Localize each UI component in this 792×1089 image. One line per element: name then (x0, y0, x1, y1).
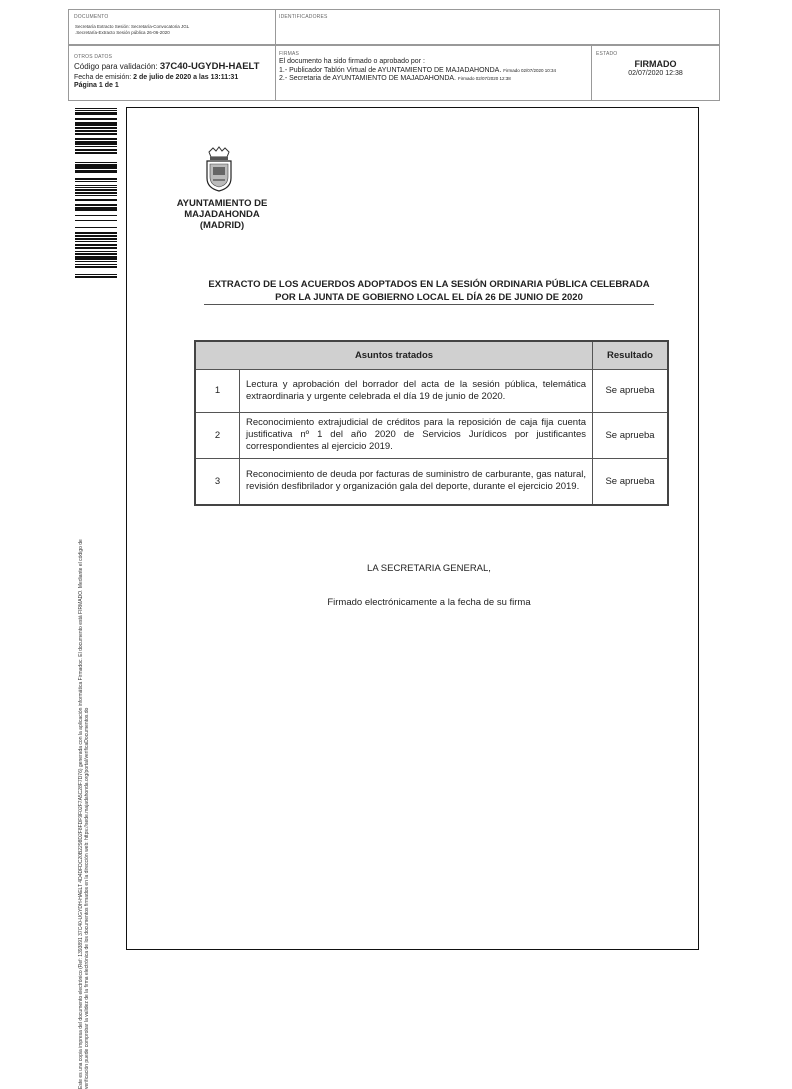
codigo-validacion (74, 63, 259, 71)
col-asuntos-header: Asuntos tratados (195, 341, 593, 369)
codigo-value: 37C40-UGYDH-HAELT (159, 61, 260, 72)
row-number: 1 (195, 369, 240, 412)
barcode-bar (75, 152, 117, 153)
barcode-bar (75, 149, 117, 151)
pagina: Página 1 de 1 (74, 82, 119, 89)
barcode-bar (75, 112, 117, 113)
estado-value: FIRMADO (634, 59, 677, 69)
org-name (162, 198, 282, 231)
document-title (196, 278, 662, 304)
table-row (195, 458, 668, 505)
barcode-bar (75, 185, 117, 186)
barcode-bar (75, 167, 117, 168)
coat-of-arms-icon (203, 146, 235, 192)
firma-1-text: 1.- Publicador Tablón Virtual de AYUNTAMIENTO DE MAJADAHONDA. (279, 67, 502, 74)
row-number: 3 (195, 458, 240, 505)
signature-note: Firmado electrónicamente a la fecha de su firma (327, 597, 531, 608)
table-row (195, 369, 668, 412)
barcode-bar (75, 162, 117, 163)
col-resultado-header: Resultado (593, 341, 669, 369)
firma-2-date: Firmado 02/07/2020 12:38 (457, 76, 511, 81)
side-text-line-2: verificación puede comprobar la validez de la firma electrónica de los documentos firmados en la dirección web: https://sede.majadahonda.org/portal/verificaDocumentos.do (84, 707, 90, 1089)
barcode-bar (75, 123, 117, 124)
barcode-bar (75, 118, 117, 120)
barcode-bar (75, 108, 117, 109)
barcode-bar (75, 124, 117, 126)
title-line-1: EXTRACTO DE LOS ACUERDOS ADOPTADOS EN LA SESIÓN ORDINARIA PÚBLICA CELEBRADA (208, 279, 650, 290)
estado-label: ESTADO (596, 51, 618, 57)
estado-fecha: 02/07/2020 12:38 (628, 70, 683, 77)
org-line-2: MAJADAHONDA (184, 209, 260, 220)
barcode-bar (75, 146, 117, 147)
signature-role: LA SECRETARIA GENERAL, (367, 563, 491, 574)
documento-line-2: .Secretaría-Extracto Sesión pública 26-06-2020 (75, 30, 170, 35)
barcode-bar (75, 130, 117, 132)
fecha-prefix: Fecha de emisión: (74, 74, 132, 81)
barcode-bar (75, 138, 117, 140)
barcode-bar (75, 187, 117, 188)
row-resultado: Se aprueba (593, 412, 669, 458)
side-text-line-1: Este es una copia impresa del documento electrónico (Ref: 1393891 37C40-UGYDH-HAELT 4D4DFDC20B2298D2F8FDF9F02F7A5C28F7D76) generada con la aplicación informática Firmadoc. El documento está FIRMADO. Mediante el código de (78, 539, 84, 1089)
document-frame (126, 107, 699, 950)
org-line-1: AYUNTAMIENTO DE (176, 198, 268, 209)
barcode-bar (75, 164, 117, 165)
org-line-3: (MADRID) (199, 220, 245, 231)
row-asunto: Reconocimiento extrajudicial de créditos para la reposición de caja fija cuenta justificativa nº 1 del año 2020 de Servicios Jurídicos por justificantes correspondientes al ejercicio 2019. (240, 412, 593, 458)
barcode-bar (75, 141, 117, 143)
title-underline (204, 304, 654, 305)
documento-label: DOCUMENTO (74, 14, 109, 20)
firma-1-date: Firmado 02/07/2020 10:34 (503, 68, 557, 73)
row-number: 2 (195, 412, 240, 458)
asuntos-table (194, 340, 669, 506)
firma-2-text: 2.- Secretaria de AYUNTAMIENTO DE MAJADAHONDA. (279, 75, 456, 82)
row-resultado: Se aprueba (593, 458, 669, 505)
barcode-bar (75, 165, 117, 167)
header-estado-box (591, 45, 720, 101)
codigo-prefix: Código para validación: (74, 62, 158, 71)
title-line-2: POR LA JUNTA DE GOBIERNO LOCAL EL DÍA 26 DE JUNIO DE 2020 (275, 292, 583, 303)
identificadores-label: IDENTIFICADORES (279, 14, 328, 20)
barcode-bar (75, 170, 117, 171)
barcode-bar (75, 171, 117, 173)
firma-2 (279, 75, 511, 83)
barcode-bar (75, 153, 117, 154)
barcode-bar (75, 143, 117, 145)
firmas-label: FIRMAS (279, 51, 300, 57)
otros-datos-label: OTROS DATOS (74, 54, 113, 60)
barcode-bar (75, 113, 117, 115)
table-header-row (195, 341, 668, 369)
row-asunto: Lectura y aprobación del borrador del acta de la sesión pública, telemática extraordinaria y urgente celebrada el día 19 de junio de 2020. (240, 369, 593, 412)
row-asunto: Reconocimiento de deuda por facturas de suministro de carburante, gas natural, revisión desfibrilador y organización gala del deporte, durante el ejercicio 2019. (240, 458, 593, 505)
row-resultado: Se aprueba (593, 369, 669, 412)
header-otros-datos-box (68, 45, 276, 101)
barcode-bar (75, 110, 117, 111)
header-documento-box (68, 9, 276, 45)
barcode-bar (75, 178, 117, 180)
barcode-bar (75, 168, 117, 169)
barcode-bar (75, 127, 117, 129)
barcode-bar (75, 133, 117, 135)
table-row (195, 412, 668, 458)
fecha-emision (74, 74, 238, 82)
barcode-bar (75, 122, 117, 123)
firma-1 (279, 67, 556, 75)
firmas-intro: El documento ha sido firmado o aprobado por : (279, 58, 425, 65)
side-verification-text (78, 189, 90, 1089)
barcode-bar (75, 181, 117, 182)
header-firmas-box (275, 45, 592, 101)
documento-line-1: Secretaría Extracto Sesión: Secretaría-Convocatoria JGL (75, 24, 190, 29)
header-identificadores-box (275, 9, 720, 45)
fecha-value: 2 de julio de 2020 a las 13:11:31 (133, 74, 239, 81)
